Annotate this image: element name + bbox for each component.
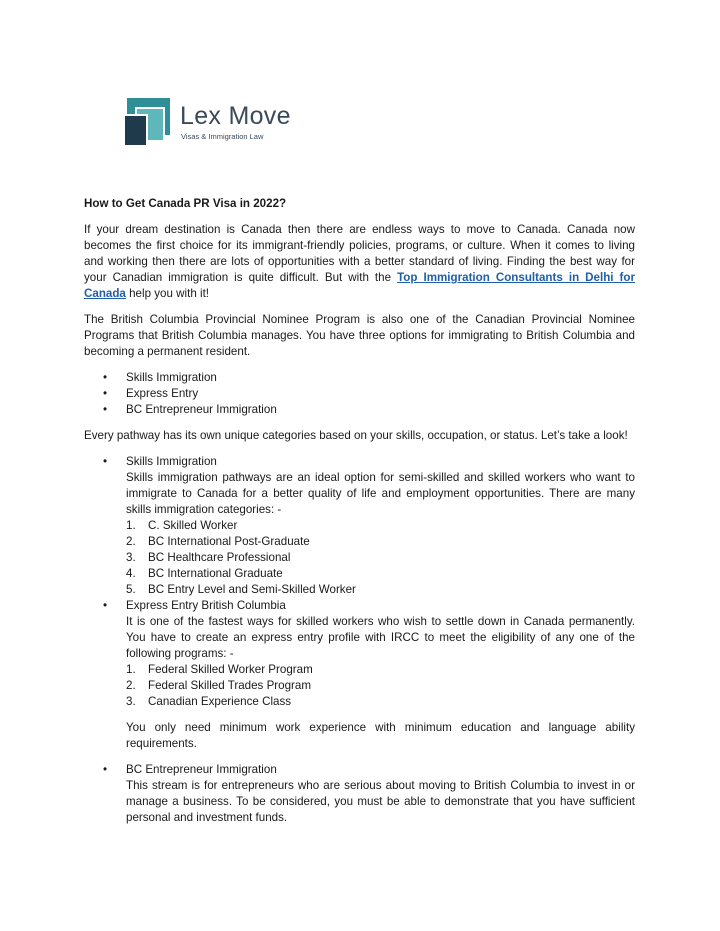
list-item: [126, 678, 635, 694]
list-item: [126, 518, 635, 534]
express-programs-list: [126, 662, 635, 710]
option-label: Skills Immigration: [126, 371, 217, 384]
detail-title: Skills Immigration: [126, 455, 217, 468]
list-item: [126, 566, 635, 582]
skills-categories-list: [126, 518, 635, 598]
category-label: BC International Graduate: [148, 567, 283, 580]
list-item: [126, 534, 635, 550]
list-number: 2.: [126, 679, 136, 692]
list-item: [84, 402, 635, 418]
pathway-paragraph: Every pathway has its own unique categories based on your skills, occupation, or status. Let’s take a look!: [84, 429, 628, 442]
detail-express-entry: [84, 598, 635, 752]
list-item: [84, 386, 635, 402]
list-number: 5.: [126, 583, 136, 596]
list-number: 4.: [126, 567, 136, 580]
bullet-icon: •: [103, 763, 108, 776]
detail-title: Express Entry British Columbia: [126, 599, 286, 612]
detail-title: BC Entrepreneur Immigration: [126, 763, 277, 776]
bullet-icon: •: [103, 371, 108, 384]
list-number: 3.: [126, 551, 136, 564]
logo-mark-icon: [124, 98, 170, 146]
category-label: BC International Post-Graduate: [148, 535, 310, 548]
detail-skills-immigration: [84, 454, 635, 598]
lex-move-logo: [124, 98, 291, 146]
intro-text-start: If your dream destination is Canada then there are endless ways to move to Canada. Canada now becomes the first choice for its immigrant-friendly policies, programs, or culture. When it comes to living and working then there are lots of opportunities with a better standard of living. Finding the best way for your Canadian immigration is quite difficult. But with the: [84, 223, 635, 284]
list-item: [84, 370, 635, 386]
options-list: [84, 370, 635, 418]
bullet-icon: •: [103, 387, 108, 400]
intro-paragraph: [84, 222, 635, 302]
list-number: 2.: [126, 535, 136, 548]
details-list: [84, 454, 635, 826]
category-label: BC Healthcare Professional: [148, 551, 291, 564]
detail-description: This stream is for entrepreneurs who are serious about moving to British Columbia to invest in or manage a business. To be considered, you must be able to demonstrate that you have sufficient personal and investment funds.: [126, 779, 635, 824]
article-heading: How to Get Canada PR Visa in 2022?: [84, 197, 287, 210]
option-label: BC Entrepreneur Immigration: [126, 403, 277, 416]
program-label: Canadian Experience Class: [148, 695, 292, 708]
article-body: [84, 196, 635, 836]
bullet-icon: •: [103, 403, 108, 416]
detail-description: It is one of the fastest ways for skilled workers who wish to settle down in Canada permanently. You have to create an express entry profile with IRCC to meet the eligibility of any one of the following programs: -: [126, 615, 635, 660]
detail-description: Skills immigration pathways are an ideal option for semi-skilled and skilled workers who want to immigrate to Canada for a better quality of life and employment opportunities. There are many skills immigration categories: -: [126, 471, 635, 516]
intro-text-end: help you with it!: [125, 287, 210, 300]
list-item: [126, 694, 635, 710]
bullet-icon: •: [103, 599, 108, 612]
list-item: [126, 550, 635, 566]
program-label: Federal Skilled Trades Program: [148, 679, 312, 692]
requirements-note: You only need minimum work experience with minimum education and language ability requirements.: [126, 721, 635, 750]
list-item: [126, 582, 635, 598]
consultants-link[interactable]: Top Immigration Consultants in Delhi for Canada: [84, 271, 635, 300]
category-label: BC Entry Level and Semi-Skilled Worker: [148, 583, 356, 596]
bc-pnp-paragraph: The British Columbia Provincial Nominee Program is also one of the Canadian Provincial Nominee Programs that British Columbia manages. You have three options for immigrating to British Columbia and becoming a permanent resident.: [84, 313, 635, 358]
bullet-icon: •: [103, 455, 108, 468]
logo-name: Lex Move: [180, 102, 291, 130]
option-label: Express Entry: [126, 387, 199, 400]
category-label: C. Skilled Worker: [148, 519, 238, 532]
list-number: 3.: [126, 695, 136, 708]
list-number: 1.: [126, 663, 136, 676]
logo-tagline: Visas & Immigration Law: [181, 132, 264, 141]
list-number: 1.: [126, 519, 136, 532]
detail-bc-entrepreneur: [84, 762, 635, 826]
list-item: [126, 662, 635, 678]
program-label: Federal Skilled Worker Program: [148, 663, 313, 676]
